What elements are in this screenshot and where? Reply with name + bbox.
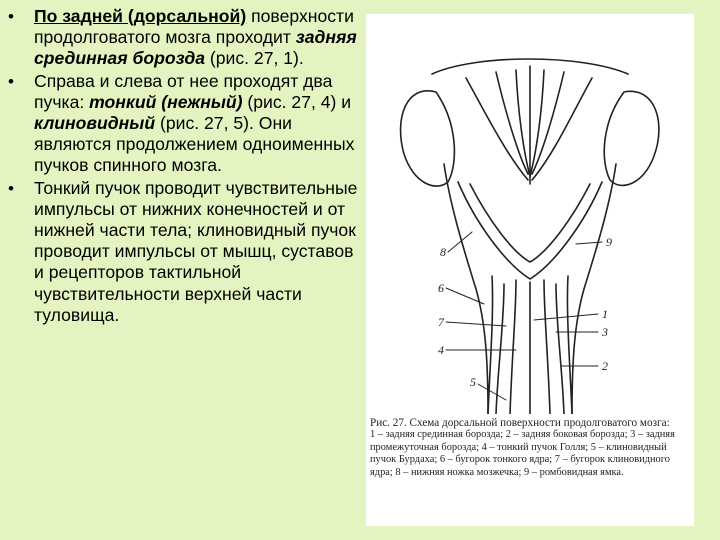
bullet-marker: • (8, 71, 14, 91)
emphasized-text: По задней (дорсальной) (34, 6, 247, 26)
bullet-text: (рис. 27, 4) и (242, 91, 352, 112)
bullet-item (8, 6, 360, 70)
bullet-text: (рис. 27, 5). Они являются продолжением одноименных пучков спинного мозга. (34, 113, 355, 176)
bullet-text: (рис. 27, 1). (204, 48, 304, 69)
bullet-text: Тонкий пучок проводит чувствительные импульсы от нижних конечностей и от нижней части тела; клиновидный пучок проводит импульсы от мышц, суставов и рецепторов тактильной чувствительности верхней части туловища. (34, 177, 358, 325)
emphasized-text: тонкий (нежный) (89, 91, 243, 112)
figure-label-4: 4 (438, 343, 444, 357)
emphasized-text: клиновидный (34, 113, 156, 134)
bullet-item (8, 178, 360, 326)
figure-label-7: 7 (438, 315, 444, 329)
bullet-marker: • (8, 178, 14, 198)
emphasized-text: задняя срединная борозда (34, 27, 357, 69)
figure-caption (370, 417, 688, 479)
bullet-text: Справа и слева от нее проходят два пучка: (34, 70, 333, 112)
medulla-diagram (366, 14, 694, 414)
bullet-item (8, 71, 360, 177)
figure-27 (366, 14, 694, 526)
figure-label-3: 3 (602, 325, 608, 339)
caption-body: 1 – задняя срединная борозда; 2 – задняя боковая борозда; 3 – задняя промежуточная борозда; 4 – тонкий пучок Голля; 5 – клиновидный пучок Бурдаха; 6 – бугорок тонкого ядра; 7 – бугорок клиновидного ядра; 8 – нижняя ножка мозжечка; 9 – ромбовидная ямка. (370, 429, 675, 478)
bullet-text: поверхности продолговатого мозга проходит (34, 6, 354, 48)
figure-label-5: 5 (470, 375, 476, 389)
figure-label-1: 1 (602, 307, 608, 321)
figure-label-2: 2 (602, 359, 608, 373)
figure-label-9: 9 (606, 235, 612, 249)
text-column (8, 6, 360, 327)
figure-label-6: 6 (438, 281, 444, 295)
bullet-marker: • (8, 7, 14, 26)
figure-label-8: 8 (440, 245, 446, 259)
bullet-list (8, 6, 360, 326)
caption-title: Рис. 27. Схема дорсальной поверхности продолговатого мозга: (370, 417, 670, 429)
